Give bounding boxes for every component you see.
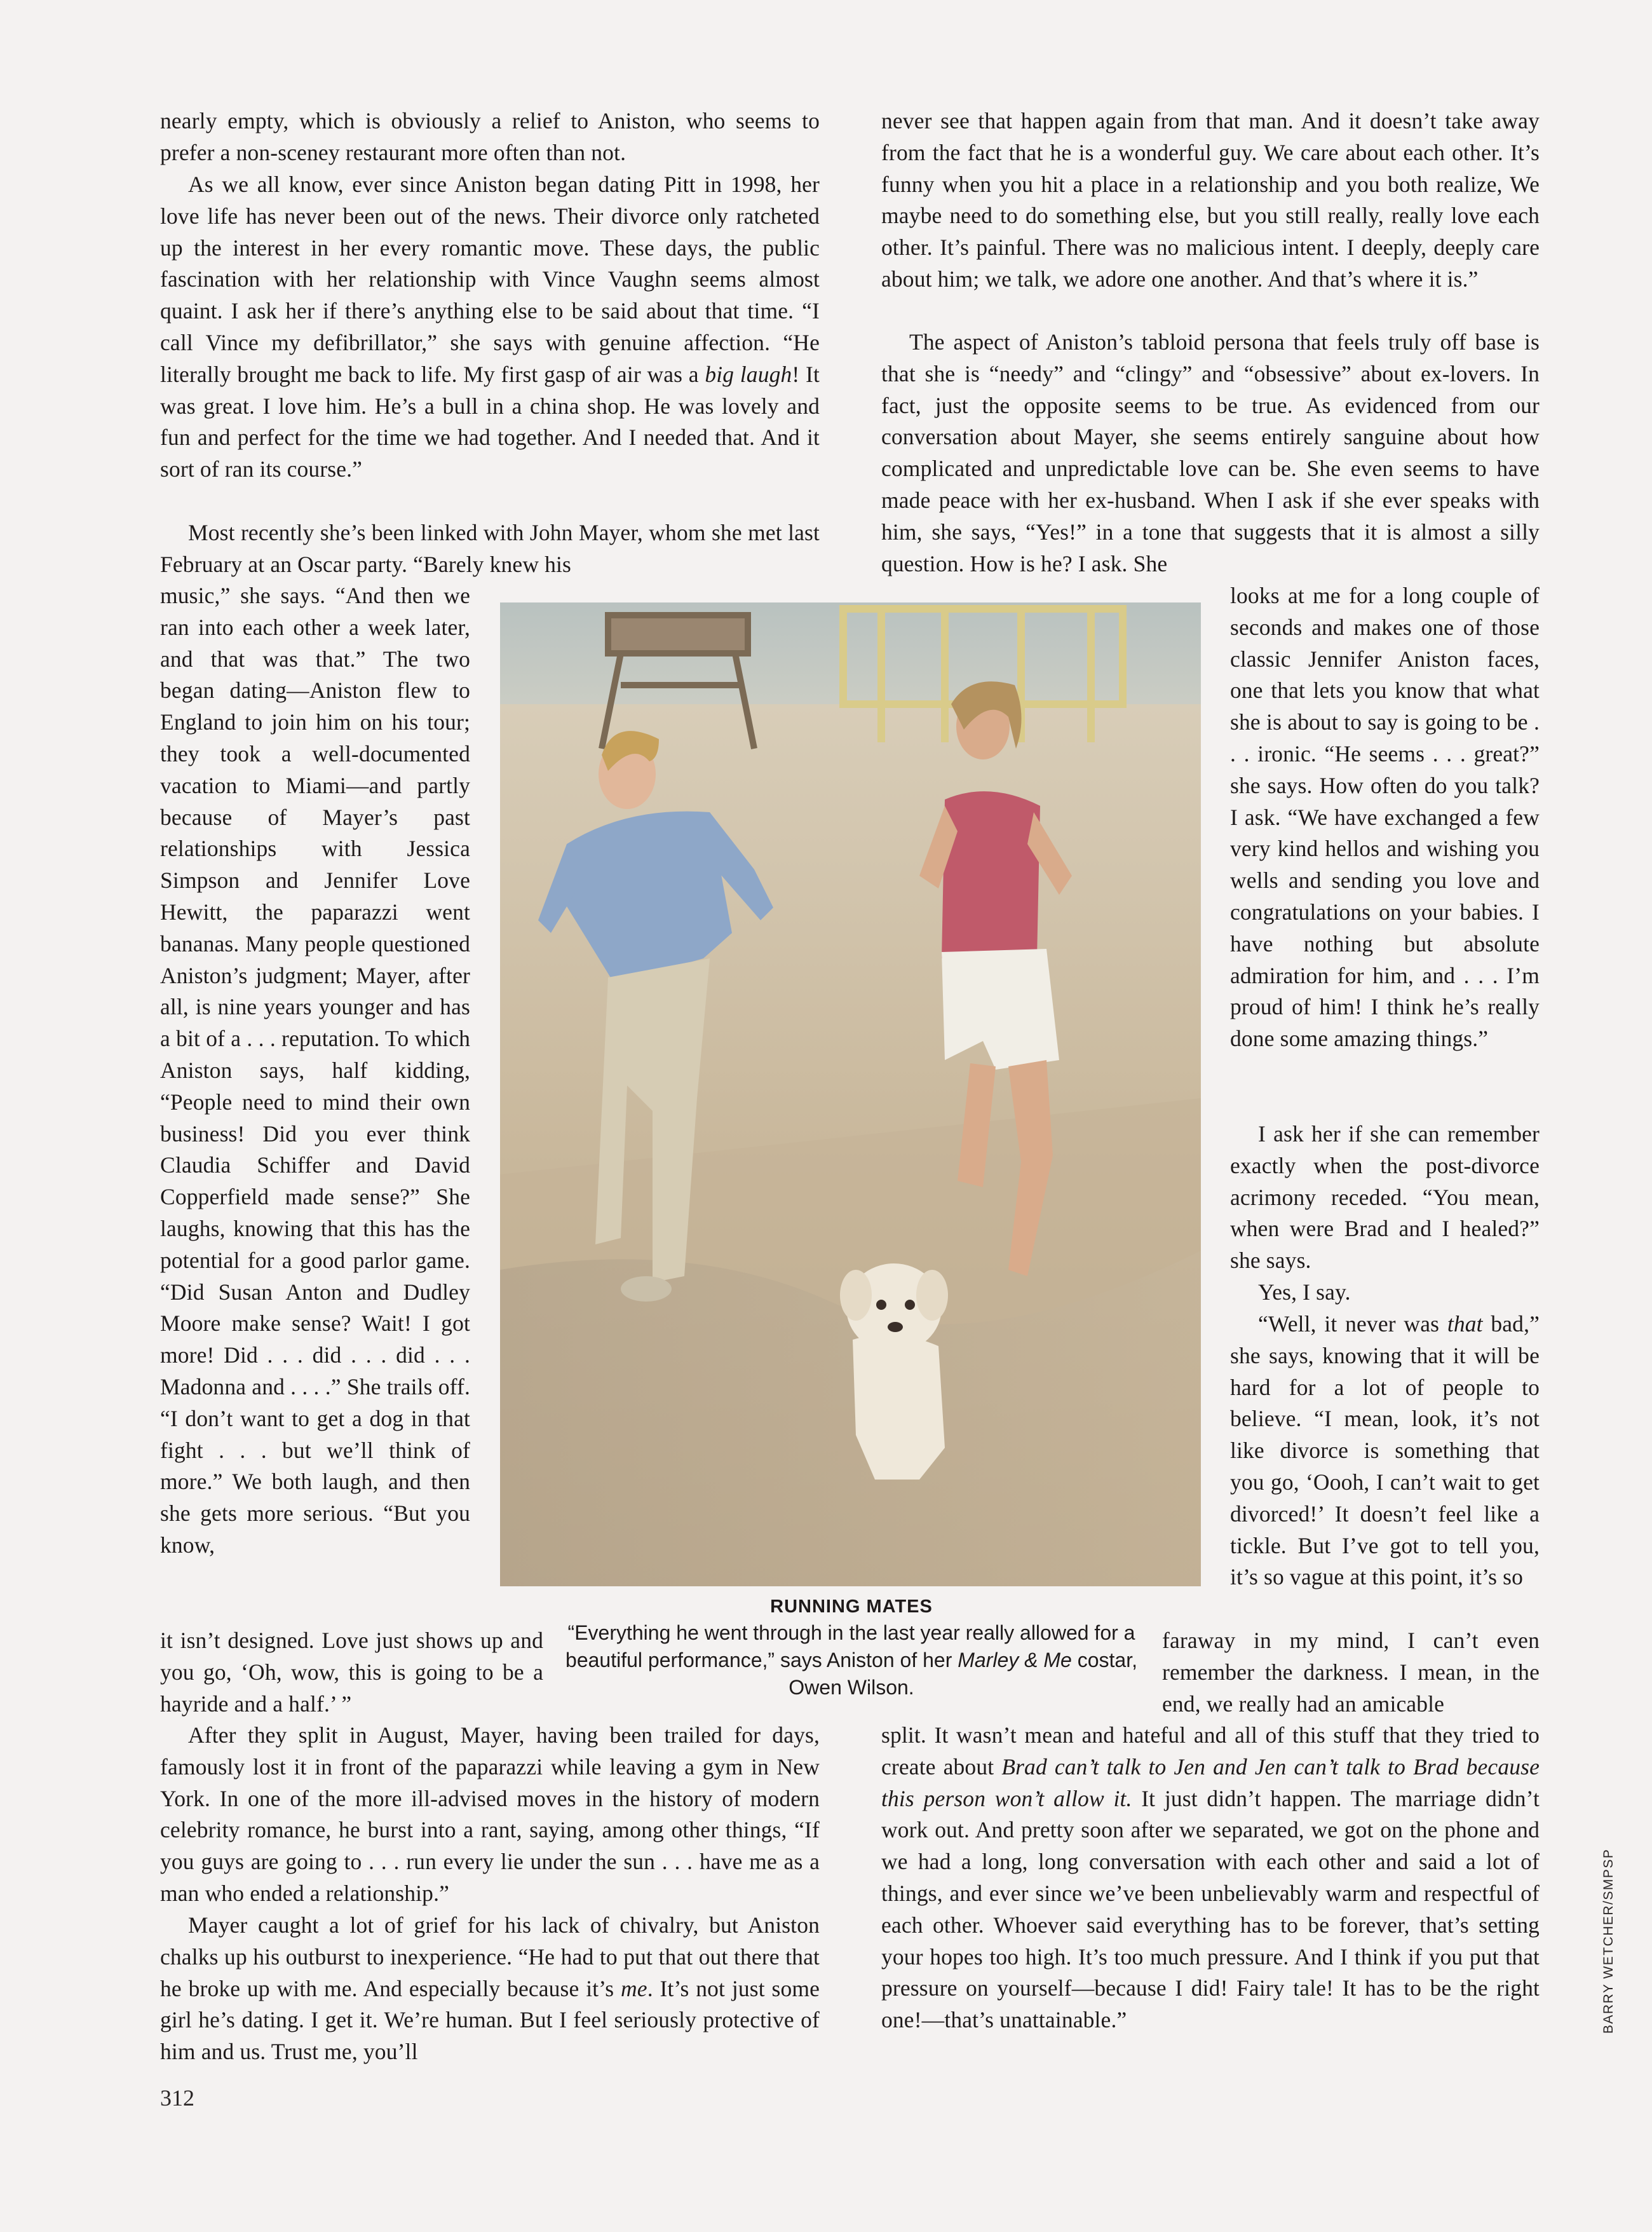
caption-film-title: Marley & Me <box>958 1649 1072 1671</box>
right-paragraph-2-intro: The aspect of Aniston’s tabloid persona that feels truly off base is that she is “needy” and “clingy” and “obsessive” about ex-lovers. In fact, just the opposite seems to be true. As evidenced from our conversation about Mayer, she seems entirely sanguine about how complicated and unpredictable love can be. She even seems to have made peace with her ex-husband. When I ask if she ever speaks with him, she says, “Yes!” in a tone that suggests that it is almost a silly question. How is he? I ask. She <box>881 329 1540 576</box>
right-p5-emphasis: that <box>1447 1311 1483 1337</box>
photo-caption <box>559 1594 1144 1701</box>
left-paragraph-4: After they split in August, Mayer, having been trailed for days, famously lost it in front of the paparazzi while leaving a gym in New York. In one of the more ill-advised moves in the history of modern celebrity romance, he burst into a rant, saying, among other things, “If you guys are going to . . . run every lie under the sun . . . have me as a man who ended a relationship.” <box>160 1722 820 1906</box>
right-paragraph-2-wrap: looks at me for a long couple of seconds and makes one of those classic Jennifer Aniston faces, one that lets you know that what she is about to say is going to be . . . ironic. “He seems . . . great?” she says. How often do you talk? I ask. “We have exchanged a few very kind hellos and wishing you wells and sending you love and congratulations on your babies. I have nothing but absolute admiration for him, and . . . I’m proud of him! I think he’s really done some amazing things.” <box>1230 583 1540 1052</box>
left-paragraph-3-end: it isn’t designed. Love just shows up and you go, ‘Oh, wow, this is going to be a hayride and a half.’ ” <box>160 1628 543 1717</box>
left-p2-emphasis: big laugh <box>705 361 792 387</box>
right-p5e-text: It just didn’t happen. The marriage didn’t work out. And pretty soon after we separated, we got on the phone and we had a long, long conversation with each other and said a lot of things, and ever since we’ve been unbelievably warm and respectful of each other. Whoever said everything has to be forever, that’s setting your hopes too high. It’s too much pressure. And I think if you put that pressure on yourself—because I did! Fairy tale! It has to be the right one!—that’s unattainable.” <box>881 1785 1540 2033</box>
right-paragraph-4: Yes, I say. <box>1258 1279 1351 1305</box>
right-paragraph-1: never see that happen again from that man. And it doesn’t take away from the fact that he is a wonderful guy. We care about each other. It’s funny when you hit a place in a relationship and you both realize, We maybe need to do something else, but you still really, really love each other. It’s painful. There was no malicious intent. I deeply, deeply care about him; we talk, we adore one another. And that’s where it is.” <box>881 108 1540 292</box>
caption-body-text-after: costar, Owen Wilson. <box>789 1649 1137 1699</box>
left-paragraph-1: nearly empty, which is obviously a relief to Aniston, who seems to prefer a non-sceney restaurant more often than not. <box>160 108 820 165</box>
left-p5-text-after: . It’s not just some girl he’s dating. I get it. We’re human. But I feel seriously protective of him and us. Trust me, you’ll <box>160 1975 820 2065</box>
right-paragraph-5-cont: faraway in my mind, I can’t even remember the darkness. I mean, in the end, we really had an amicable <box>1162 1628 1540 1717</box>
left-p5-emphasis: me <box>621 1975 647 2001</box>
left-paragraph-3-wrap: music,” she says. “And then we ran into each other a week later, and that was that.” The two began dating—Aniston flew to England to join him on his tour; they took a well-documented vacation to Miami—and partly because of Mayer’s past relationships with Jessica Simpson and Jennifer Love Hewitt, the paparazzi went bananas. Many people questioned Aniston’s judgment; Mayer, after all, is nine years younger and has a bit of a . . . reputation. To which Aniston says, half kidding, “People need to mind their own business! Did you ever think Claudia Schiffer and David Copperfield made sense?” She laughs, knowing that this has the potential for a good parlor game. “Did Susan Anton and Dudley Moore make sense? Wait! I got more! Did . . . did . . . did . . . Madonna and . . . .” She trails off. “I don’t want to get a dog in that fight . . . but we’ll think of more.” We both laugh, and then she gets more serious. “But you know, <box>160 583 470 1558</box>
page-number: 312 <box>160 2085 194 2111</box>
left-p2-text-after: ! It was great. I love him. He’s a bull in a china shop. He was lovely and fun and perfect for the time we had together. And I needed that. And it sort of ran its course.” <box>160 361 820 482</box>
right-p5-emphasis-2: Brad can’t talk to Jen and Jen can’t talk to Brad because this person won’t allow it. <box>881 1753 1540 1811</box>
left-paragraph-5 <box>160 1910 820 2068</box>
photo-credit: BARRY WETCHER/SMPSP <box>1601 1848 1616 2034</box>
left-p5-text: Mayer caught a lot of grief for his lack of chivalry, but Aniston chalks up his outburst to inexperience. “He had to put that out there that he broke up with me. And especially because it’s <box>160 1912 820 2001</box>
right-paragraph-3: I ask her if she can remember exactly when the post-divorce acrimony receded. “You mean, when were Brad and I healed?” she says. <box>1230 1121 1540 1274</box>
right-paragraph-5 <box>1230 1309 1540 1593</box>
right-p5-text: “Well, it never was <box>1258 1311 1440 1337</box>
left-paragraph-2 <box>160 169 820 486</box>
caption-title: RUNNING MATES <box>770 1596 933 1617</box>
caption-body <box>559 1619 1144 1701</box>
left-p2-text: As we all know, ever since Aniston began dating Pitt in 1998, her love life has never been out of the news. Their divorce only ratcheted up the interest in her every romantic move. These days, the public fascination with her relationship with Vince Vaughn seems almost quaint. I ask her if there’s anything else to be said about that time. “I call Vince my defibrillator,” she says with genuine affection. “He literally brought me back to life. My first gasp of air was a <box>160 172 820 387</box>
beach-photo-illustration <box>500 602 1201 1586</box>
right-paragraph-5-end <box>881 1720 1540 2036</box>
beach-photo <box>500 602 1201 1586</box>
right-p5d-text: split. It wasn’t mean and hateful and all of this stuff that they tried to create about <box>881 1722 1540 1779</box>
right-p5-text-after: bad,” she says, knowing that it will be hard for a lot of people to believe. “I mean, look, it’s not like divorce is something that you go, ‘Oooh, I can’t wait to get divorced!’ It doesn’t feel like a tickle. But I’ve got to tell you, it’s so vague at this point, it’s so <box>1230 1311 1540 1590</box>
left-paragraph-3-intro: Most recently she’s been linked with John Mayer, whom she met last February at an Oscar party. “Barely knew his <box>160 520 820 577</box>
caption-body-text: “Everything he went through in the last year really allowed for a beautiful performance,” says Aniston of her <box>565 1621 1135 1671</box>
